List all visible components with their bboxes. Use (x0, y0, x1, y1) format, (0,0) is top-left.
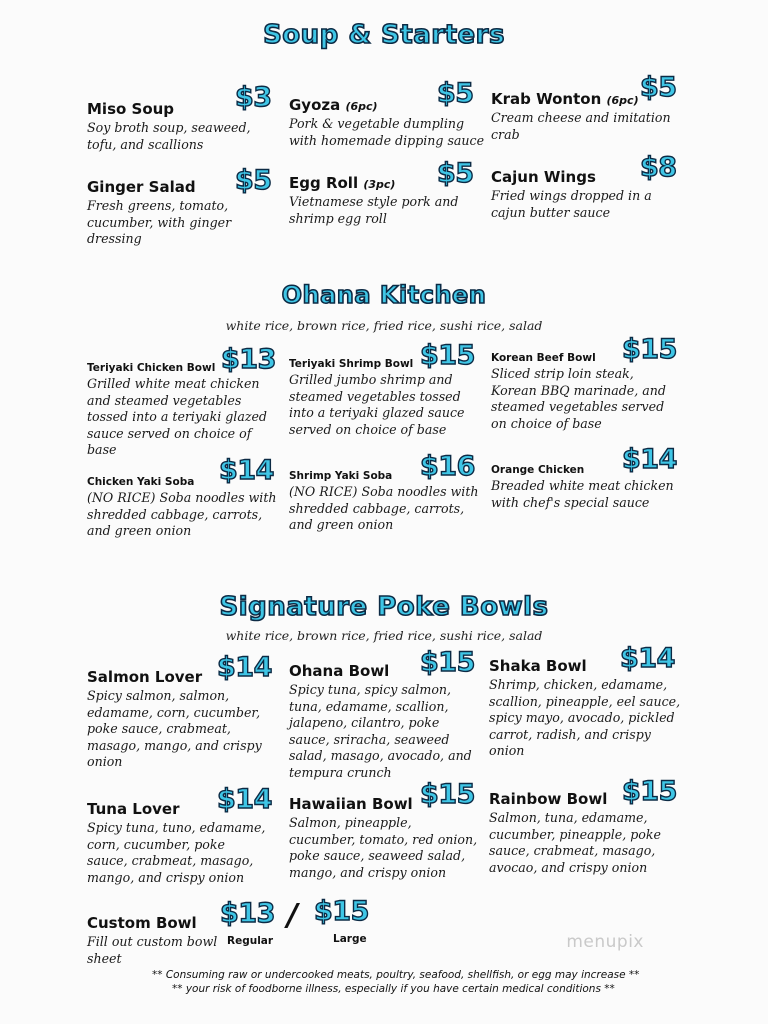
menu-item-egg-roll (289, 174, 479, 227)
item-description: (NO RICE) Soba noodles with shredded cabbage, carrots, and green onion (87, 490, 277, 538)
price-custom-regular: $13 (220, 898, 275, 929)
price-miso-soup: $3 (235, 82, 272, 113)
menu-item-custom-bowl (87, 914, 222, 967)
item-description: Salmon, tuna, edamame, cucumber, pineapple, poke sauce, crabmeat, masago, avocao, and crispy onion (489, 810, 661, 875)
disclaimer-line-1: ** Consuming raw or undercooked meats, poultry, seafood, shellfish, or egg may increase ** (152, 969, 640, 981)
price-ginger-salad: $5 (235, 165, 272, 196)
menu-item-ginger-salad (87, 178, 287, 248)
price-ohana-bowl: $15 (420, 647, 475, 678)
label-large: Large (333, 933, 367, 945)
item-name: Krab Wonton (491, 90, 602, 108)
item-name: Teriyaki Chicken Bowl (87, 362, 216, 374)
item-name: Ohana Bowl (289, 662, 390, 680)
item-name: Chicken Yaki Soba (87, 476, 195, 488)
item-name: Cajun Wings (491, 168, 596, 186)
item-name: Egg Roll (289, 174, 359, 192)
price-teriyaki-chicken-bowl: $13 (221, 344, 276, 375)
menu-item-miso-soup (87, 100, 277, 153)
item-description: Shrimp, chicken, edamame, scallion, pineapple, eel sauce, spicy mayo, avocado, pickled carrot, radish, and crispy onion (489, 677, 681, 758)
poke-base-options: white rice, brown rice, fried rice, sushi rice, salad (225, 628, 543, 643)
price-tuna-lover: $14 (217, 784, 272, 815)
item-portion: (6pc) (606, 94, 639, 107)
item-description: Fried wings dropped in a cajun butter sauce (491, 188, 652, 220)
item-description: Cream cheese and imitation crab (491, 110, 671, 142)
item-name: Orange Chicken (491, 464, 585, 476)
price-egg-roll: $5 (437, 158, 474, 189)
price-shrimp-yaki-soba: $16 (420, 451, 475, 482)
item-name: Salmon Lover (87, 668, 203, 686)
menu-item-shrimp-yaki-soba (289, 470, 479, 534)
item-name: Ginger Salad (87, 178, 196, 196)
label-regular: Regular (227, 935, 274, 947)
menu-item-tuna-lover (87, 800, 267, 886)
item-name: Custom Bowl (87, 914, 197, 932)
item-name: Teriyaki Shrimp Bowl (289, 358, 414, 370)
menu-item-chicken-yaki-soba (87, 476, 277, 540)
item-name: Hawaiian Bowl (289, 795, 413, 813)
item-description: Sliced strip loin steak, Korean BBQ marinade, and steamed vegetables served on choice of base (491, 366, 666, 431)
item-portion: (3pc) (363, 178, 396, 191)
item-name: Shaka Bowl (489, 657, 587, 675)
menu-item-teriyaki-chicken-bowl (87, 362, 277, 459)
item-portion: (6pc) (345, 100, 378, 113)
menu-item-ohana-bowl (289, 662, 479, 781)
item-name: Gyoza (289, 96, 341, 114)
price-salmon-lover: $14 (217, 652, 272, 683)
item-description: Fill out custom bowl sheet (87, 934, 218, 966)
item-description: Spicy tuna, spicy salmon, tuna, edamame, scallion, jalapeno, cilantro, poke sauce, sriracha, seaweed salad, masago, avocado, and tempura crunch (289, 682, 472, 780)
price-teriyaki-shrimp-bowl: $15 (420, 340, 475, 371)
signature-poke-bowls-title: Signature Poke Bowls (219, 592, 549, 622)
menu-item-hawaiian-bowl (289, 795, 479, 881)
menu-item-cajun-wings (491, 168, 661, 221)
item-name: Korean Beef Bowl (491, 352, 596, 364)
price-rainbow-bowl: $15 (622, 776, 677, 807)
item-name: Tuna Lover (87, 800, 180, 818)
item-description: Spicy salmon, salmon, edamame, corn, cucumber, poke sauce, crabmeat, masago, mango, and crispy onion (87, 688, 262, 769)
menu-item-orange-chicken (491, 464, 681, 511)
menupix-watermark: menupix (566, 932, 644, 952)
price-krab-wonton: $5 (640, 72, 677, 103)
item-description: Pork & vegetable dumpling with homemade dipping sauce (289, 116, 485, 148)
menu-item-rainbow-bowl (489, 790, 669, 876)
menu-item-krab-wonton (491, 90, 671, 143)
item-description: Vietnamese style pork and shrimp egg roll (289, 194, 459, 226)
price-shaka-bowl: $14 (620, 643, 675, 674)
item-name: Rainbow Bowl (489, 790, 608, 808)
price-hawaiian-bowl: $15 (420, 779, 475, 810)
disclaimer-line-2: ** your risk of foodborne illness, especially if you have certain medical conditions ** (172, 983, 615, 995)
menu-item-salmon-lover (87, 668, 267, 771)
item-description: Grilled jumbo shrimp and steamed vegetables tossed into a teriyaki glazed sauce served on choice of base (289, 372, 465, 437)
menu-item-gyoza (289, 96, 489, 149)
item-name: Miso Soup (87, 100, 175, 118)
soup-starters-title: Soup & Starters (263, 20, 505, 50)
kitchen-base-options: white rice, brown rice, fried rice, sushi rice, salad (225, 318, 543, 333)
price-cajun-wings: $8 (640, 152, 677, 183)
item-description: Soy broth soup, seaweed, tofu, and scallions (87, 120, 251, 152)
price-orange-chicken: $14 (622, 444, 677, 475)
menu-item-shaka-bowl (489, 657, 683, 760)
price-gyoza: $5 (437, 78, 474, 109)
item-description: Fresh greens, tomato, cucumber, with ginger dressing (87, 198, 232, 246)
item-description: Spicy tuna, tuno, edamame, corn, cucumber, poke sauce, crabmeat, masago, mango, and crispy onion (87, 820, 266, 885)
item-description: Breaded white meat chicken with chef's special sauce (491, 478, 674, 510)
price-custom-large: $15 (314, 896, 369, 927)
price-korean-beef-bowl: $15 (622, 334, 677, 365)
price-chicken-yaki-soba: $14 (219, 455, 274, 486)
ohana-kitchen-title: Ohana Kitchen (281, 281, 487, 309)
price-separator: / (287, 898, 298, 933)
item-description: Grilled white meat chicken and steamed vegetables tossed into a teriyaki glazed sauce served on choice of base (87, 376, 267, 457)
item-description: Salmon, pineapple, cucumber, tomato, red onion, poke sauce, seaweed salad, mango, and crispy onion (289, 815, 478, 880)
item-name: Shrimp Yaki Soba (289, 470, 393, 482)
item-description: (NO RICE) Soba noodles with shredded cabbage, carrots, and green onion (289, 484, 479, 532)
